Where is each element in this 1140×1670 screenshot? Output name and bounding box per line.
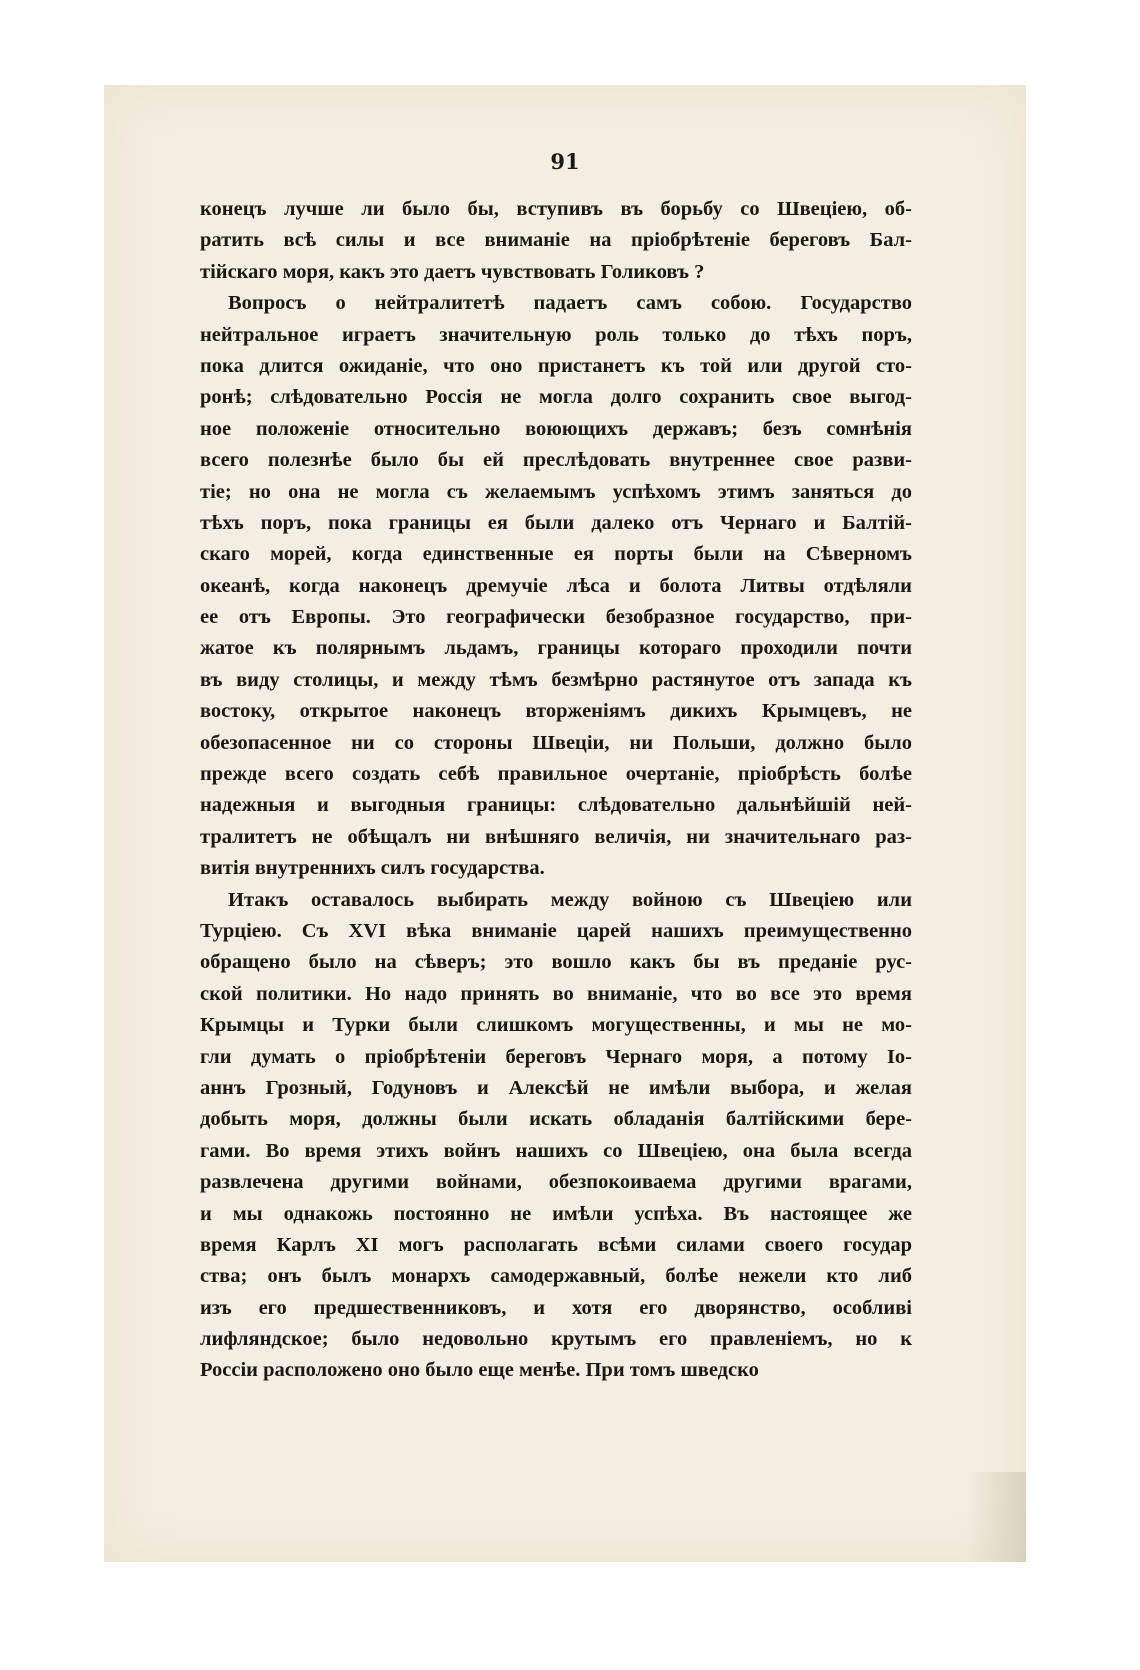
- text-line: всего полезнѣе было бы ей преслѣдовать внутреннее свое разви-: [200, 449, 912, 472]
- text-line: нейтральное играетъ значительную роль только до тѣхъ поръ,: [200, 323, 912, 346]
- text-line: тралитетъ не обѣщалъ ни внѣшняго величія, ни значительнаго раз-: [200, 825, 912, 848]
- paragraph: [200, 885, 912, 1387]
- text-line: витія внутреннихъ силъ государства.: [200, 857, 545, 880]
- text-line: развлечена другими войнами, обезпокоиваема другими врагами,: [200, 1171, 912, 1194]
- text-line: Турціею. Съ XVI вѣка вниманіе царей нашихъ преимущественно: [200, 919, 912, 942]
- text-line: Россіи расположено оно было еще менѣе. При томъ шведско: [200, 1359, 759, 1382]
- text-line: тіе; но она не могла съ желаемымъ успѣхомъ этимъ заняться до: [200, 480, 912, 503]
- paragraph: [200, 194, 912, 288]
- paragraph: [200, 288, 912, 884]
- text-line: востоку, открытое наконецъ вторженіямъ дикихъ Крымцевъ, не: [200, 700, 912, 723]
- text-line: ратить всѣ силы и все вниманіе на пріобрѣтеніе береговъ Бал-: [200, 229, 912, 252]
- text-line: океанѣ, когда наконецъ дремучіе лѣса и болота Литвы отдѣляли: [200, 574, 912, 597]
- page-edge-shadow: [966, 1472, 1026, 1562]
- text-line: Крымцы и Турки были слишкомъ могущественны, и мы не мо-: [200, 1014, 912, 1037]
- text-line: надежныя и выгодныя границы: слѣдовательно дальнѣйшій ней-: [200, 794, 912, 817]
- text-line: лифляндское; было недовольно крутымъ его правленіемъ, но к: [200, 1328, 912, 1351]
- body-text: [200, 194, 912, 1387]
- text-line: скаго морей, когда единственные ея порты были на Сѣверномъ: [200, 543, 912, 566]
- text-line: тѣхъ поръ, пока границы ея были далеко отъ Чернаго и Балтій-: [200, 511, 912, 534]
- text-line: время Карлъ XI могъ располагать всѣми силами своего государ: [200, 1233, 912, 1256]
- text-line: изъ его предшественниковъ, и хотя его дворянство, особливі: [200, 1296, 912, 1319]
- scanned-page: [104, 85, 1026, 1562]
- text-line: обращено было на сѣверъ; это вошло какъ бы въ преданіе рус-: [200, 951, 912, 974]
- text-line: Итакъ оставалось выбирать между войною съ Швеціею или: [228, 888, 912, 911]
- text-line: ства; онъ былъ монархъ самодержавный, болѣе нежели кто либ: [200, 1265, 912, 1288]
- page-number: 91: [550, 149, 580, 174]
- text-line: жатое къ полярнымъ льдамъ, границы котораго проходили почти: [200, 637, 912, 660]
- text-line: Вопросъ о нейтралитетѣ падаетъ самъ собою. Государство: [228, 292, 912, 315]
- text-line: въ виду столицы, и между тѣмъ безмѣрно растянутое отъ запада къ: [200, 668, 912, 691]
- text-line: прежде всего создать себѣ правильное очертаніе, пріобрѣсть болѣе: [200, 763, 912, 786]
- text-line: ее отъ Европы. Это географически безобразное государство, при-: [200, 606, 912, 629]
- text-line: и мы однакожь постоянно не имѣли успѣха. Въ настоящее же: [200, 1202, 912, 1225]
- text-line: аннъ Грозный, Годуновъ и Алексѣй не имѣли выбора, и желая: [200, 1076, 912, 1099]
- text-line: гли думать о пріобрѣтеніи береговъ Чернаго моря, а потому Іо-: [200, 1045, 912, 1068]
- text-line: ное положеніе относительно воюющихъ державъ; безъ сомнѣнія: [200, 417, 912, 440]
- text-line: тійскаго моря, какъ это даетъ чувствовать Голиковъ ?: [200, 260, 705, 283]
- text-line: гами. Во время этихъ войнъ нашихъ со Швеціею, она была всегда: [200, 1139, 912, 1162]
- text-line: пока длится ожиданіе, что оно пристанетъ къ той или другой сто-: [200, 354, 912, 377]
- text-line: ронѣ; слѣдовательно Россія не могла долго сохранить свое выгод-: [200, 386, 912, 409]
- text-line: добыть моря, должны были искать обладанія балтійскими бере-: [200, 1108, 912, 1131]
- text-line: конецъ лучше ли было бы, вступивъ въ борьбу со Швеціею, об-: [200, 198, 912, 220]
- text-line: ской политики. Но надо принять во вниманіе, что во все это время: [200, 982, 912, 1005]
- text-line: обезопасенное ни со стороны Швеціи, ни Польши, должно было: [200, 731, 912, 754]
